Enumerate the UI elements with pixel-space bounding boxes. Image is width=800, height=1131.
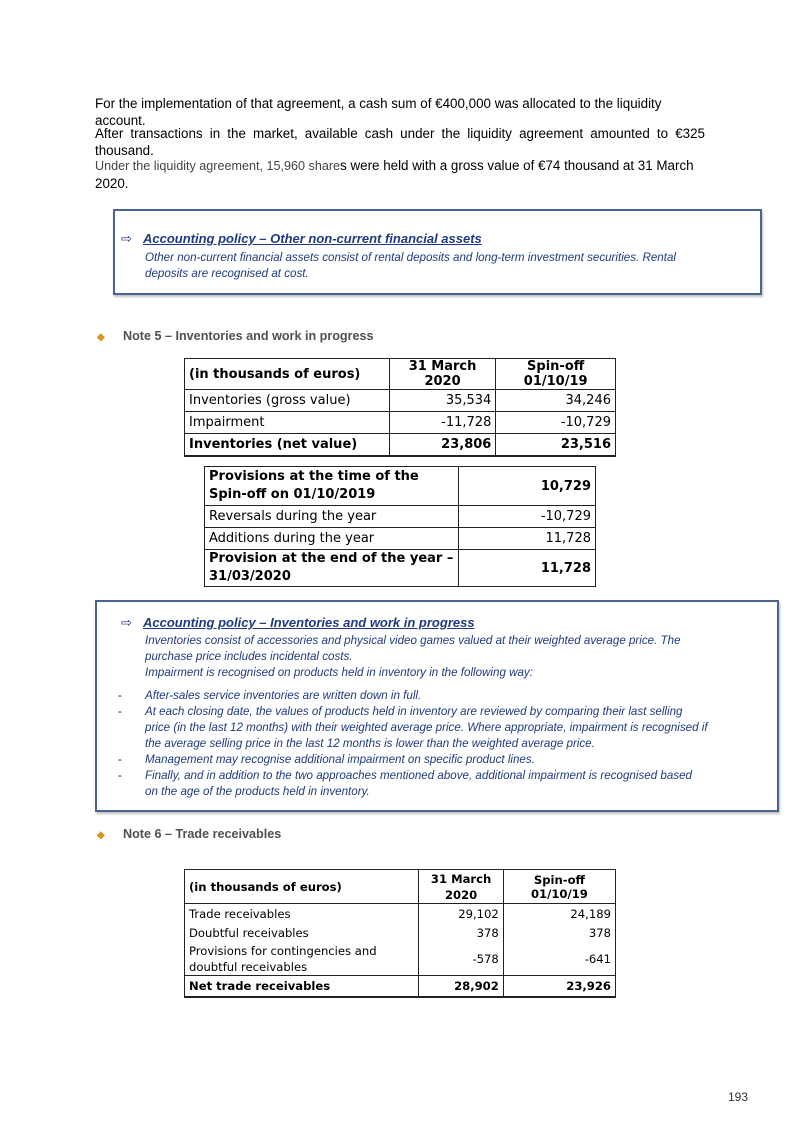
header-cell: (in thousands of euros) bbox=[185, 870, 419, 904]
row-label: Provision at the end of the year – 31/03/2020 bbox=[205, 550, 459, 587]
liquidity-paragraph-1: For the implementation of that agreement, a cash sum of €400,000 was allocated to the liquidity account. bbox=[95, 96, 662, 128]
list-item-text: After-sales service inventories are written down in full. bbox=[145, 689, 422, 702]
value-cell: 11,728 bbox=[459, 550, 596, 587]
table-total-row bbox=[205, 550, 596, 587]
shares-text-suffix: s were held with a gross value of €74 thousand at 31 March 2020. bbox=[95, 158, 694, 191]
row-label: Additions during the year bbox=[205, 528, 459, 550]
value-cell: 23,806 bbox=[389, 434, 496, 457]
page-number: 193 bbox=[728, 1090, 749, 1104]
provisions-table bbox=[204, 466, 596, 587]
inventories-table bbox=[184, 358, 616, 457]
table-row bbox=[185, 390, 616, 412]
list-item bbox=[118, 768, 708, 800]
policy-text-financial-assets: Other non-current financial assets consist of rental deposits and long-term investment securities. Rental deposits are recognised at cost. bbox=[145, 251, 676, 280]
shares-text-prefix: Under the liquidity agreement, 15,960 share bbox=[95, 159, 341, 173]
value-cell: -641 bbox=[503, 942, 615, 976]
row-label: Provisions at the time of the Spin-off on 01/10/2019 bbox=[205, 467, 459, 506]
value-cell: 24,189 bbox=[503, 904, 615, 924]
header-cell: 31 March 2020 bbox=[389, 359, 496, 390]
table-header-row bbox=[185, 870, 616, 904]
arrow-right-icon: ⇨ bbox=[121, 615, 132, 630]
table-row bbox=[185, 923, 616, 942]
header-cell: 31 March 2020 bbox=[419, 870, 503, 904]
note-5-title: Note 5 – Inventories and work in progress bbox=[123, 329, 374, 343]
value-cell: 35,534 bbox=[389, 390, 496, 412]
value-cell: 10,729 bbox=[459, 467, 596, 506]
policy-heading-inventories bbox=[121, 615, 475, 631]
policy-title: Accounting policy – Other non-current financial assets bbox=[143, 231, 482, 246]
list-item-text: Management may recognise additional impairment on specific product lines. bbox=[145, 753, 535, 766]
table-row bbox=[205, 467, 596, 506]
row-label: Provisions for contingencies and doubtful receivables bbox=[185, 942, 419, 976]
list-item-text: Finally, and in addition to the two approaches mentioned above, additional impairment is recognised based on the age of the products held in inventory. bbox=[145, 769, 692, 798]
diamond-bullet-icon: ◆ bbox=[97, 830, 105, 841]
list-item bbox=[118, 704, 708, 752]
row-label: Inventories (gross value) bbox=[185, 390, 390, 412]
diamond-bullet-icon: ◆ bbox=[97, 332, 105, 343]
arrow-right-icon: ⇨ bbox=[121, 231, 132, 246]
table-total-row bbox=[185, 976, 616, 998]
value-cell: -10,729 bbox=[459, 506, 596, 528]
value-cell: 34,246 bbox=[496, 390, 616, 412]
table-row bbox=[205, 506, 596, 528]
value-cell: 378 bbox=[419, 923, 503, 942]
liquidity-paragraph-2: After transactions in the market, available cash under the liquidity agreement amounted to €325 thousand. bbox=[95, 126, 705, 158]
value-cell: 28,902 bbox=[419, 976, 503, 998]
row-label: Reversals during the year bbox=[205, 506, 459, 528]
table-row bbox=[185, 412, 616, 434]
list-item bbox=[118, 752, 708, 768]
dash-bullet: - bbox=[118, 753, 122, 766]
table-row bbox=[185, 942, 616, 976]
table-row bbox=[185, 904, 616, 924]
list-item-text: At each closing date, the values of products held in inventory are reviewed by comparing their last selling price (in the last 12 months) with their weighted average price. Where appropriate, impairment is recognised if the average selling price in the last 12 months is lower than the weighted average price. bbox=[145, 705, 708, 750]
liquidity-paragraph-3 bbox=[95, 157, 705, 192]
impairment-methods-list bbox=[118, 688, 708, 800]
value-cell: 378 bbox=[503, 923, 615, 942]
value-cell: 29,102 bbox=[419, 904, 503, 924]
header-cell: (in thousands of euros) bbox=[185, 359, 390, 390]
row-label: Doubtful receivables bbox=[185, 923, 419, 942]
row-label: Net trade receivables bbox=[185, 976, 419, 998]
dash-bullet: - bbox=[118, 705, 122, 718]
row-label: Inventories (net value) bbox=[185, 434, 390, 457]
trade-receivables-table bbox=[184, 869, 616, 998]
policy-intro-2: Impairment is recognised on products held in inventory in the following way: bbox=[145, 666, 533, 679]
policy-title: Accounting policy – Inventories and work in progress bbox=[143, 615, 475, 630]
dash-bullet: - bbox=[118, 769, 122, 782]
row-label: Trade receivables bbox=[185, 904, 419, 924]
list-item bbox=[118, 688, 708, 704]
value-cell: 23,926 bbox=[503, 976, 615, 998]
note-6-title: Note 6 – Trade receivables bbox=[123, 827, 282, 841]
note-6-heading bbox=[97, 827, 281, 841]
dash-bullet: - bbox=[118, 689, 122, 702]
policy-intro-1: Inventories consist of accessories and physical video games valued at their weighted average price. The purchase price includes incidental costs. bbox=[145, 634, 681, 663]
table-header-row bbox=[185, 359, 616, 390]
table-total-row bbox=[185, 434, 616, 457]
value-cell: -578 bbox=[419, 942, 503, 976]
row-label: Impairment bbox=[185, 412, 390, 434]
note-5-heading bbox=[97, 329, 374, 343]
value-cell: 23,516 bbox=[496, 434, 616, 457]
header-cell: Spin-off 01/10/19 bbox=[496, 359, 616, 390]
value-cell: -10,729 bbox=[496, 412, 616, 434]
policy-heading-financial-assets bbox=[121, 231, 482, 247]
header-cell: Spin-off 01/10/19 bbox=[503, 870, 615, 904]
value-cell: 11,728 bbox=[459, 528, 596, 550]
value-cell: -11,728 bbox=[389, 412, 496, 434]
table-row bbox=[205, 528, 596, 550]
